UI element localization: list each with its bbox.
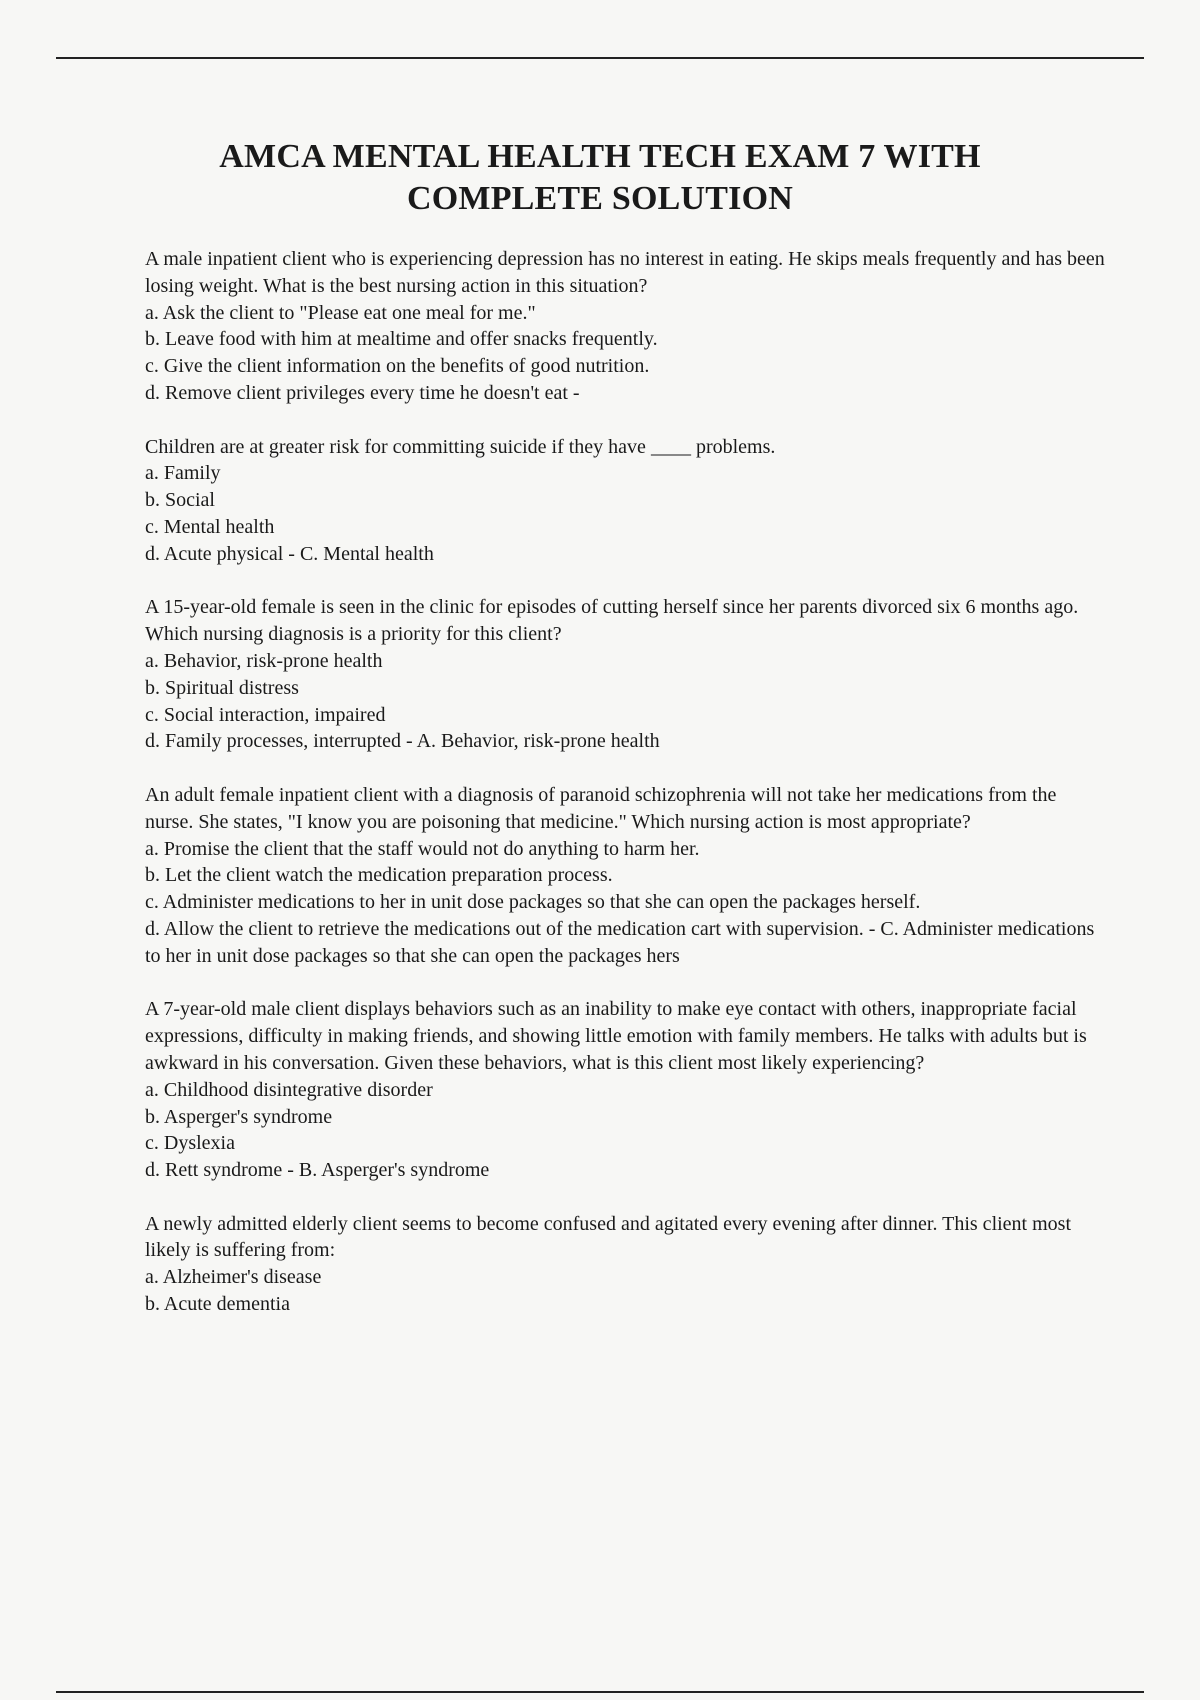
question-stem: A newly admitted elderly client seems to become confused and agitated every evening after dinner. This client most likely is suffering from: xyxy=(145,1212,1072,1262)
option-a: a. Promise the client that the staff would not do anything to harm her. xyxy=(145,837,700,860)
title-line-2: COMPLETE SOLUTION xyxy=(407,180,793,217)
option-c: c. Social interaction, impaired xyxy=(145,703,386,726)
question-stem: An adult female inpatient client with a diagnosis of paranoid schizophrenia will not take her medications from the nurse. She states, "I know you are poisoning that medicine." Which nursing action is most appropriate? xyxy=(145,783,1057,833)
option-a: a. Ask the client to "Please eat one meal for me." xyxy=(145,301,536,324)
question-1 xyxy=(145,246,1105,407)
question-2 xyxy=(145,434,1105,568)
option-b: b. Asperger's syndrome xyxy=(145,1105,333,1128)
option-d-answer: d. Family processes, interrupted - A. Behavior, risk-prone health xyxy=(145,730,660,753)
title-line-1: AMCA MENTAL HEALTH TECH EXAM 7 WITH xyxy=(219,138,981,175)
option-d-answer: d. Acute physical - C. Mental health xyxy=(145,542,434,565)
option-c: c. Dyslexia xyxy=(145,1132,235,1155)
option-b: b. Let the client watch the medication preparation process. xyxy=(145,864,613,887)
question-stem: A male inpatient client who is experiencing depression has no interest in eating. He skips meals frequently and has been losing weight. What is the best nursing action in this situation? xyxy=(145,248,1105,297)
option-a: a. Childhood disintegrative disorder xyxy=(145,1078,433,1101)
bottom-rule xyxy=(56,1691,1144,1693)
question-stem: A 15-year-old female is seen in the clinic for episodes of cutting herself since her parents divorced six 6 months ago. Which nursing diagnosis is a priority for this client? xyxy=(145,596,1079,646)
option-b: b. Social xyxy=(145,489,215,512)
option-d-answer: d. Remove client privileges every time he doesn't eat - xyxy=(145,381,580,404)
question-stem: A 7-year-old male client displays behaviors such as an inability to make eye contact with others, inappropriate facial expressions, difficulty in making friends, and showing little emotion with family members. He talks with adults but is awkward in his conversation. Given these behaviors, what is this client most likely experiencing? xyxy=(145,998,1087,1074)
option-d-answer: d. Rett syndrome - B. Asperger's syndrome xyxy=(145,1159,490,1182)
option-a: a. Family xyxy=(145,462,221,485)
page-title xyxy=(0,136,1200,220)
question-4 xyxy=(145,782,1105,970)
option-b: b. Spiritual distress xyxy=(145,676,299,699)
question-stem: Children are at greater risk for committing suicide if they have ____ problems. xyxy=(145,435,776,458)
option-c: c. Mental health xyxy=(145,515,275,538)
option-c: c. Give the client information on the benefits of good nutrition. xyxy=(145,355,650,378)
question-list xyxy=(145,246,1105,1345)
question-6 xyxy=(145,1211,1105,1318)
option-c: c. Administer medications to her in unit dose packages so that she can open the packages herself. xyxy=(145,891,921,914)
option-a: a. Alzheimer's disease xyxy=(145,1266,322,1289)
option-b: b. Leave food with him at mealtime and offer snacks frequently. xyxy=(145,328,658,351)
option-a: a. Behavior, risk-prone health xyxy=(145,649,383,672)
question-5 xyxy=(145,996,1105,1184)
question-3 xyxy=(145,594,1105,755)
top-rule xyxy=(56,57,1144,59)
option-b: b. Acute dementia xyxy=(145,1293,290,1316)
option-d-answer: d. Allow the client to retrieve the medications out of the medication cart with supervision. - C. Administer medications to her in unit dose packages so that she can open the packages hers xyxy=(145,917,1095,967)
